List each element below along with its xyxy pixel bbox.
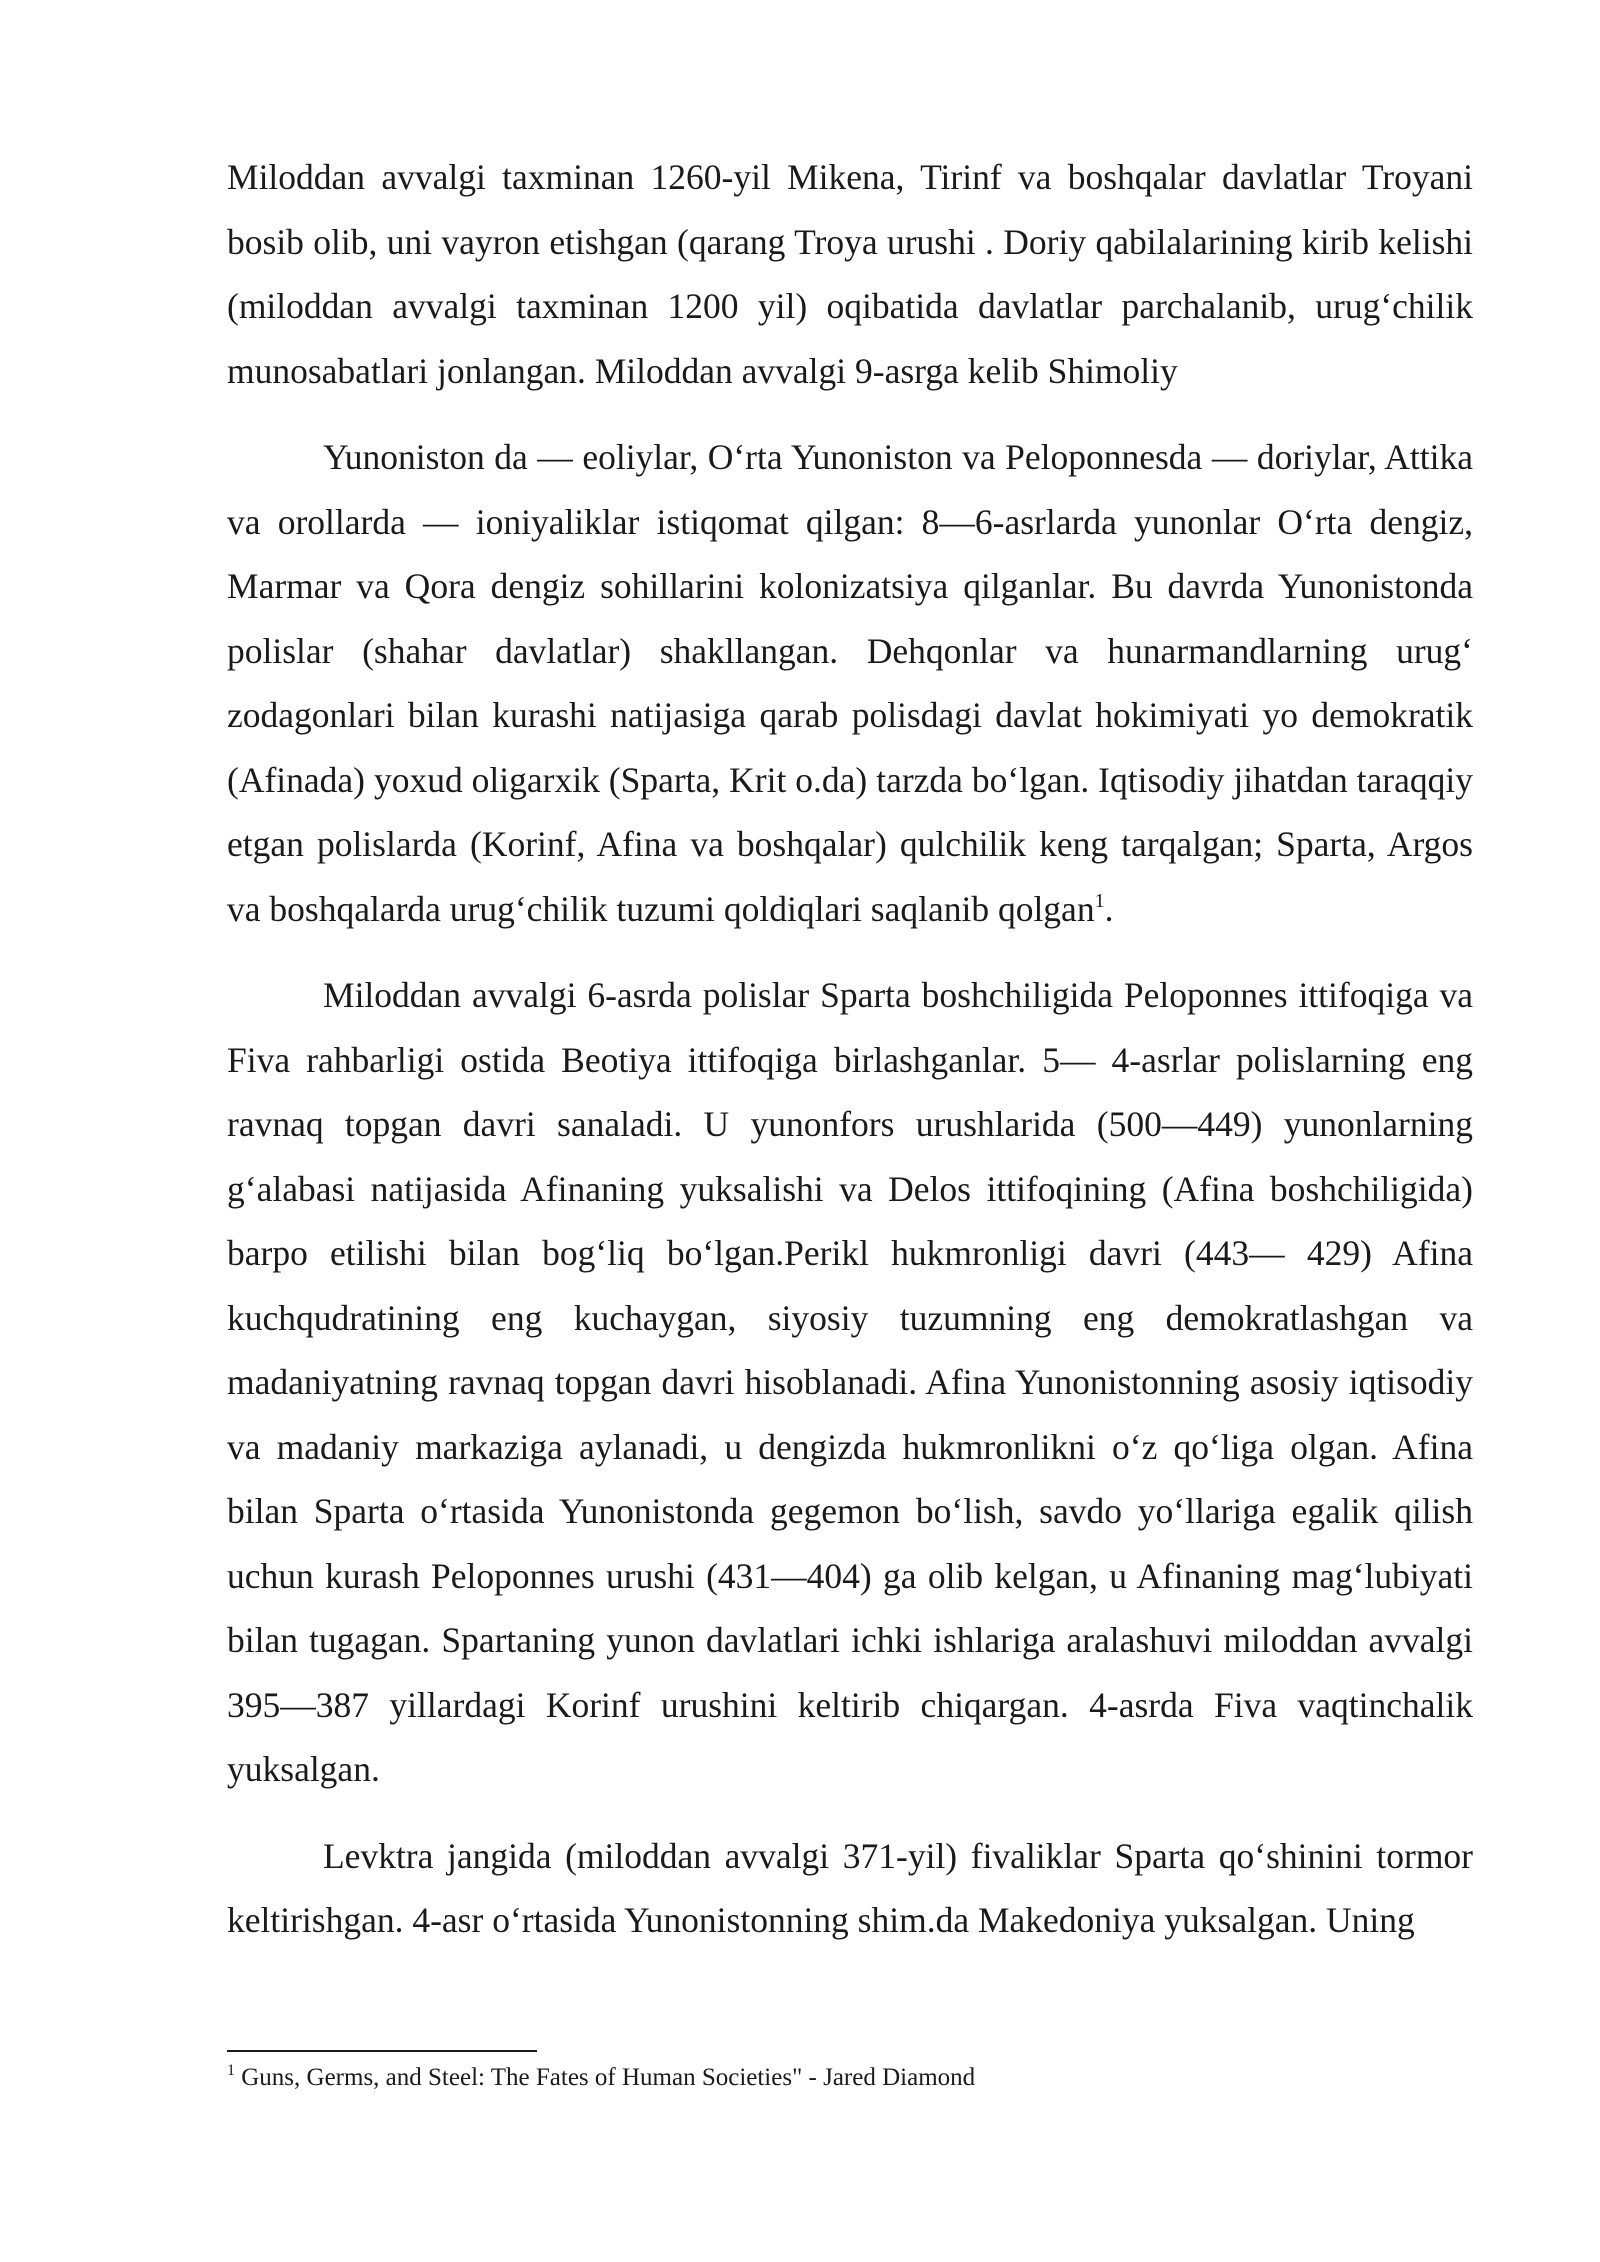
footnote-separator	[227, 2050, 537, 2052]
paragraph-3: Miloddan avvalgi 6-asrda polislar Sparta boshchiligida Peloponnes ittifoqiga va Fiva rahbarligi ostida Beotiya ittifoqiga birlashganlar. 5— 4-asrlar polislarning eng ravnaq topgan davri sanaladi. U yunonfors urushlarida (500—449) yunonlarning g‘alabasi natijasida Afinaning yuksalishi va Delos ittifoqining (Afina boshchiligida) barpo etilishi bilan bog‘liq bo‘lgan.Perikl hukmronligi davri (443— 429) Afina kuchqudratining eng kuchaygan, siyosiy tuzumning eng demokratlashgan va madaniyatning ravnaq topgan davri hisoblanadi. Afina Yunonistonning asosiy iqtisodiy va madaniy markaziga aylanadi, u dengizda hukmronlikni o‘z qo‘liga olgan. Afina bilan Sparta o‘rtasida Yunonistonda gegemon bo‘lish, savdo yo‘llariga egalik qilish uchun kurash Peloponnes urushi (431—404) ga olib kelgan, u Afinaning mag‘lubiyati bilan tugagan. Spartaning yunon davlatlari ichki ishlariga aralashuvi miloddan avvalgi 395—387 yillardagi Korinf urushini keltirib chiqargan. 4-asrda Fiva vaqtinchalik yuksalgan.	[227, 975, 1473, 1789]
footnote-number: 1	[227, 2062, 235, 2079]
paragraph-1: Miloddan avvalgi taxminan 1260-yil Mikena, Tirinf va boshqalar davlatlar Troyani bosib olib, uni vayron etishgan (qarang Troya urushi . Doriy qabilalarining kirib kelishi (miloddan avvalgi taxminan 1200 yil) oqibatida davlatlar parchalanib, urug‘chilik munosabatlari jonlangan. Miloddan avvalgi 9-asrga kelib Shimoliy	[227, 157, 1473, 391]
footnote-reference[interactable]: 1	[1094, 889, 1105, 912]
document-body	[227, 145, 1473, 1953]
paragraph-2-end-period: .	[1104, 888, 1114, 929]
paragraph-4: Levktra jangida (miloddan avvalgi 371-yil) fivaliklar Sparta qo‘shinini tormor keltirishgan. 4-asr o‘rtasida Yunonistonning shim.da Makedoniya yuksalgan. Uning	[227, 1835, 1473, 1940]
paragraph-2-text: Yunoniston da — eoliylar, O‘rta Yunoniston va Peloponnesda — doriylar, Attika va orollarda — ioniyaliklar istiqomat qilgan: 8—6-asrlarda yunonlar O‘rta dengiz, Marmar va Qora dengiz sohillarini kolonizatsiya qilganlar. Bu davrda Yunonistonda polislar (shahar davlatlar) shakllangan. Dehqonlar va hunarmandlarning urug‘ zodagonlari bilan kurashi natijasiga qarab polisdagi davlat hokimiyati yo demokratik (Afinada) yoxud oligarxik (Sparta, Krit o.da) tarzda bo‘lgan. Iqtisodiy jihatdan taraqqiy etgan polislarda (Korinf, Afina va boshqalar) qulchilik keng tarqalgan; Sparta, Argos va boshqalarda urug‘chilik tuzumi qoldiqlari saqlanib qolgan	[227, 437, 1473, 929]
footnote-text: Guns, Germs, and Steel: The Fates of Human Societies" - Jared Diamond	[235, 2064, 976, 2091]
footnote	[227, 2060, 1473, 2096]
paragraph-2	[227, 425, 1473, 941]
